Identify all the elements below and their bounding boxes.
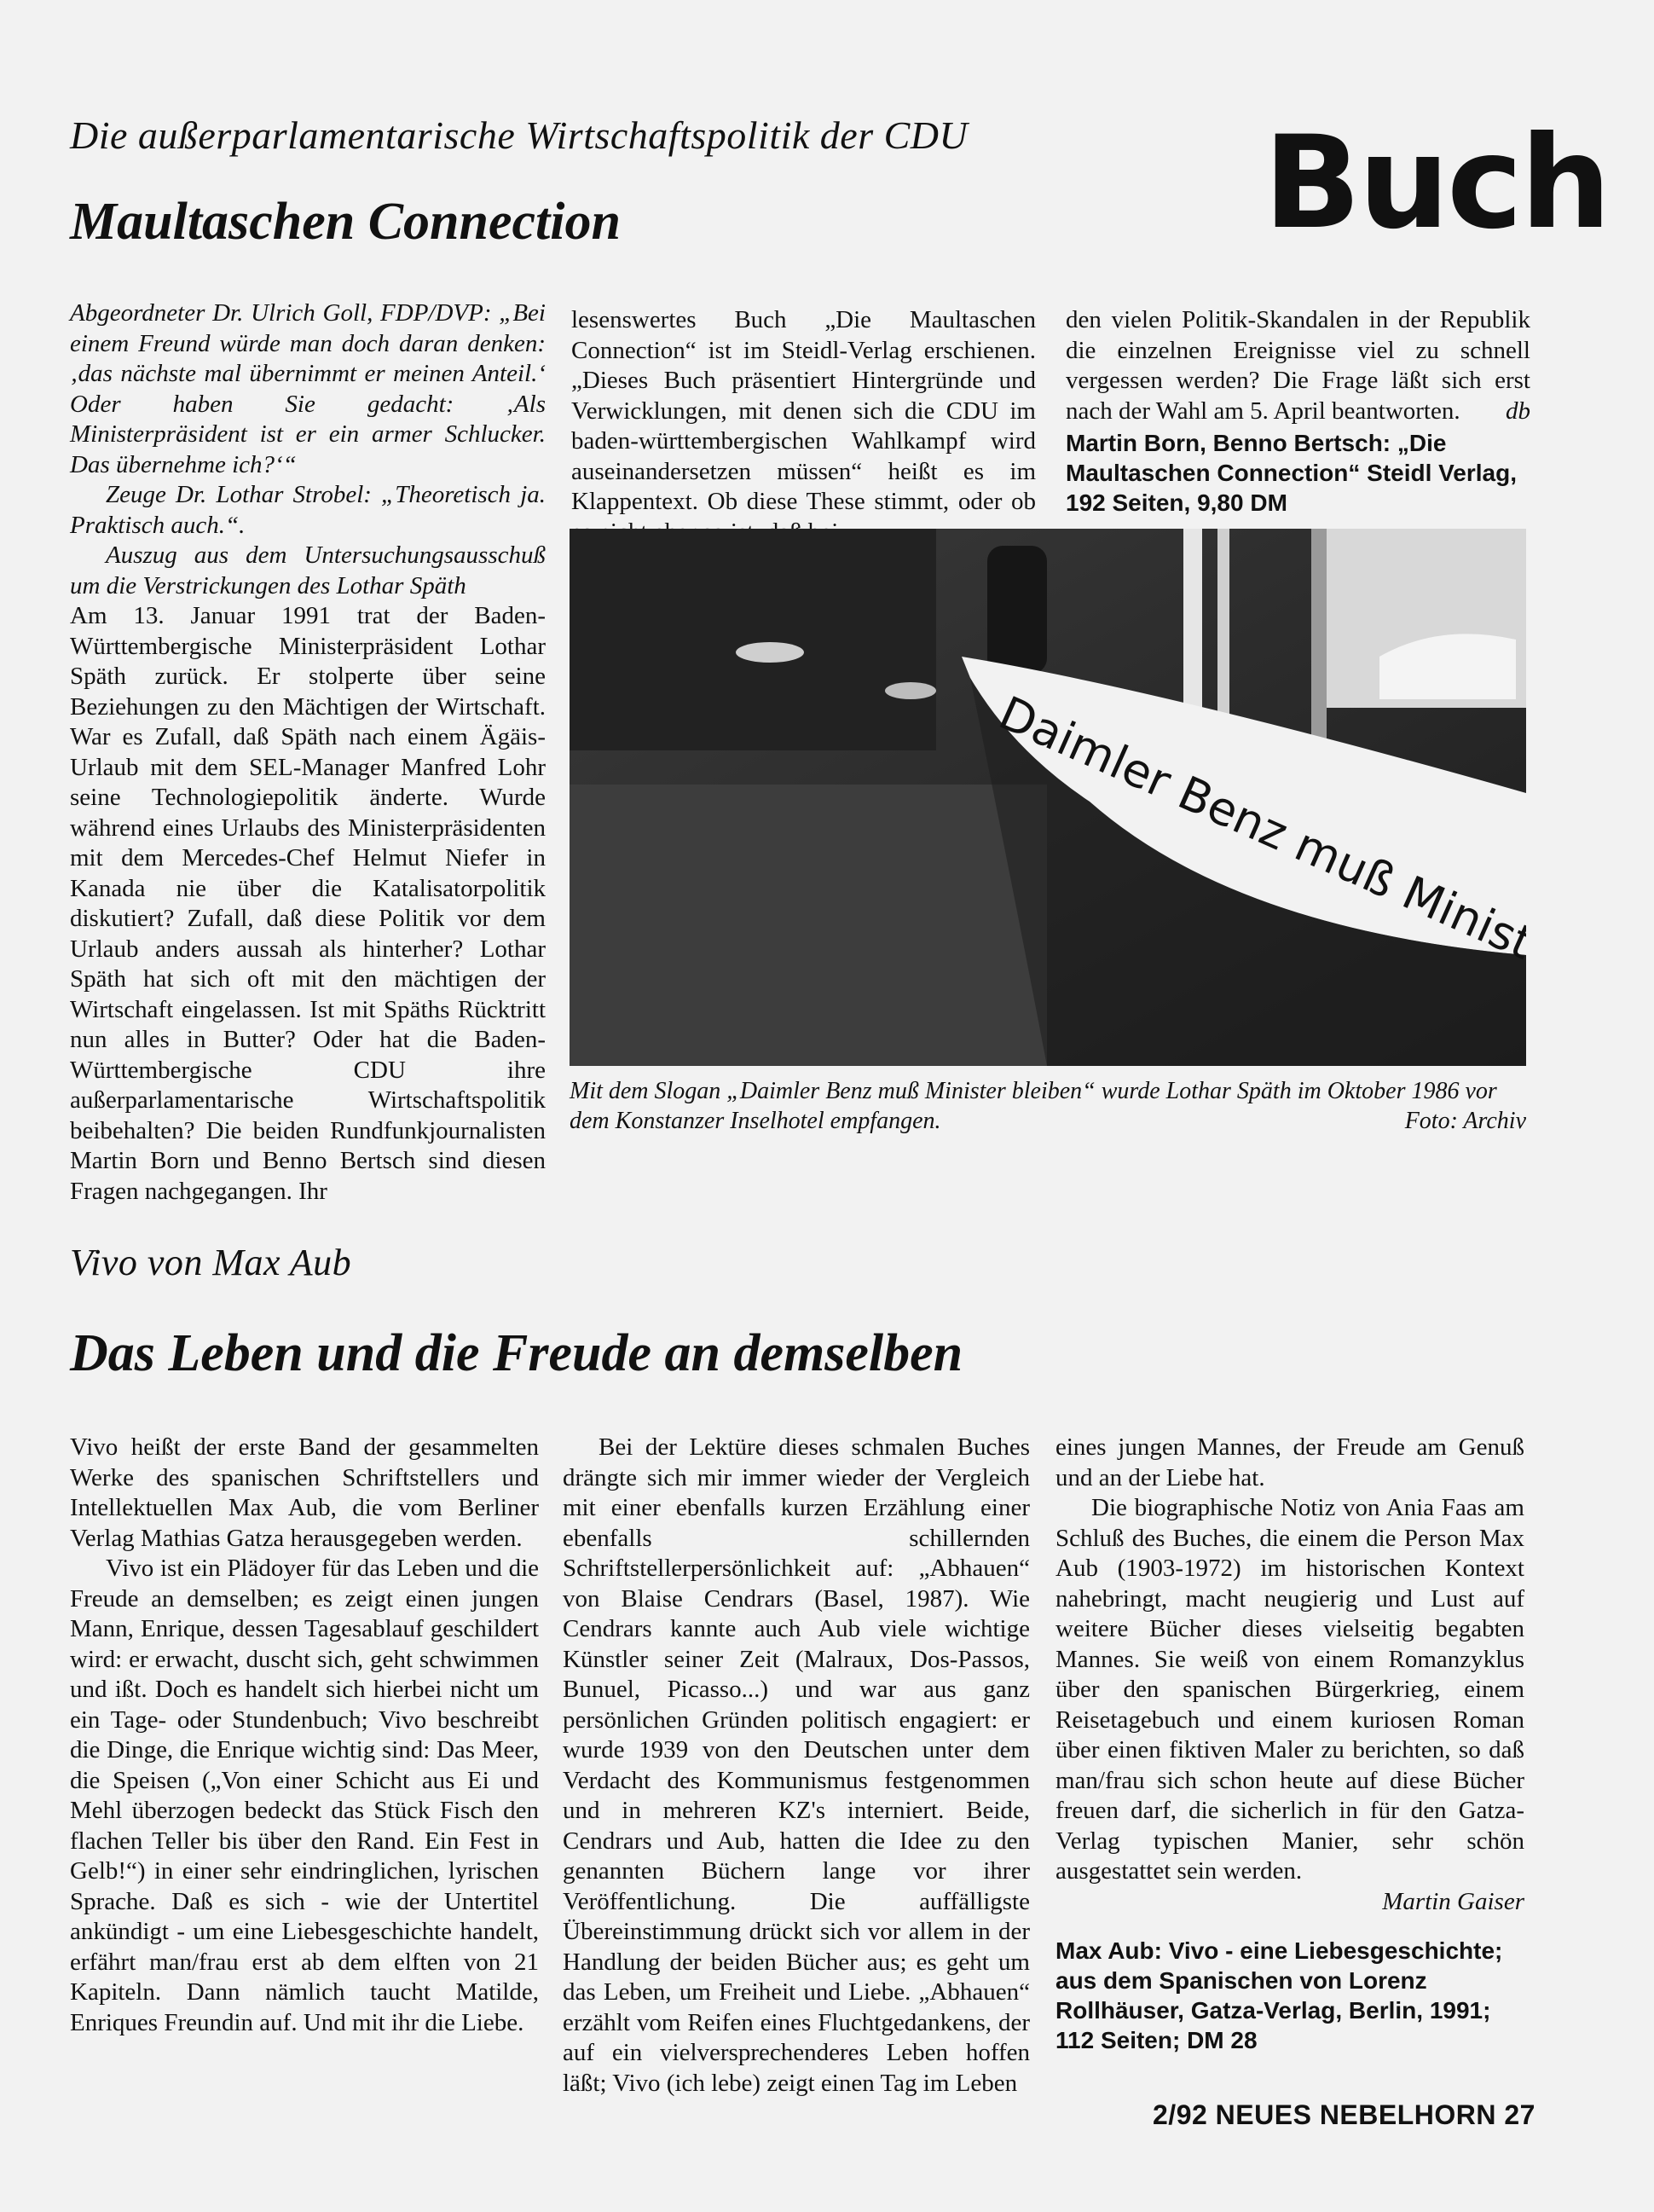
article1-headline: Maultaschen Connection — [70, 193, 621, 251]
article1-quote-strobel: Zeuge Dr. Lothar Strobel: „Theoretisch ja. Praktisch auch.“. — [70, 481, 546, 539]
article1-column-3 — [1066, 305, 1530, 518]
article1-column-2-text: lesenswertes Buch „Die Maultaschen Connection“ ist im Steidl-Verlag erschienen. „Dieses Buch präsentiert Hintergründe und Verwicklungen, mit denen sich die CDU im baden-württembergischen Wahlkampf wird auseinandersetzen müssen“ heißt es im Klappentext. Ob diese These stimmt, oder ob — [571, 306, 1036, 515]
article1-column-2 — [571, 305, 1036, 547]
article2-kicker: Vivo von Max Aub — [70, 1242, 352, 1283]
article2-column-3 — [1055, 1433, 1524, 2055]
article2-book-info: Max Aub: Vivo - eine Liebesgeschichte; aus dem Spanischen von Lorenz Rollhäuser, Gatza-Verlag, Berlin, 1991; 112 Seiten; DM 28 — [1055, 1937, 1503, 2053]
article1-source-note: Auszug aus dem Untersuchungsausschuß um die Verstrickungen des Lothar Späth — [70, 541, 546, 599]
article1-book-info: Martin Born, Benno Bertsch: „Die Maultaschen Connection“ Steidl Verlag, 192 Seiten, 9,80 DM — [1066, 430, 1517, 516]
article1-column-3-text: den vielen Politik-Skandalen in der Republik die einzelnen Ereignisse viel zu schnell vergessen werden? Die Frage läßt sich erst nach der Wahl am 5. April beantworten. — [1066, 306, 1530, 425]
article1-body-text: Am 13. Januar 1991 trat der Baden-Württembergische Ministerpräsident Lothar Späth zurück. Er stolperte über seine Beziehungen zu den Mächtigen der Wirtschaft. War es Zufall, daß Späth nach einem Ägäis-Urlaub mit dem SEL-Manager Manfred Lohr seine Technologiepolitik änderte. Wurde während eines Urlaubs des Ministerpräsidenten mit dem Mercedes-Chef Helmut Niefer in Kanada nie über die Katalisatorpolitik diskutiert? Zufall, daß diese Politik vor dem Urlaub anders aussah als hinterher? Lothar Späth hat sich oft mit den mächtigen der Wirtschaft eingelassen. Ist mit Späths Rücktritt nun alles in Butter? Oder hat die Baden-Württembergische CDU ihre außerparlamentarische Wirtschaftspolitik beibehalten? Die beiden Rundfunkjournalisten Martin Born und Benno Bertsch sind diesen Fragen nachgegangen. Ihr — [70, 602, 546, 1205]
article2-headline: Das Leben und die Freude an demselben — [70, 1324, 963, 1382]
article1-quote-goll: Abgeordneter Dr. Ulrich Goll, FDP/DVP: „Bei einem Freund würde man doch daran denken: ‚das nächste mal übernimmt er meinen Anteil.‘ Oder haben Sie gedacht: ‚Als Ministerpräsident ist er ein armer Schlucker. Das übernehme ich?‘“ — [70, 299, 546, 478]
article1-column-1 — [70, 298, 546, 1207]
article1-photo — [570, 529, 1526, 1066]
article2-column-3-paragraph-1: eines jungen Mannes, der Freude am Genuß und an der Liebe hat. — [1055, 1433, 1524, 1491]
article2-column-2-text: Bei der Lektüre dieses schmalen Buches drängte sich mir immer wieder der Vergleich mit einer ebenfalls kurzen Erzählung einer ebenfalls schillernden Schriftstellerpersönlichkeit auf: „Abhauen“ von Blaise Cendrars (Basel, 1987). Wie Cendrars kannte auch Aub viele wichtige Künstler seiner Zeit (Malraux, Dos-Passos, Bunuel, Picasso...) und war aus ganz persönlichen Gründen politisch engagiert: er wurde 1939 von den Deutschen unter dem Verdacht des Kommunismus festgenommen und in mehreren KZ's interniert. Beide, Cendrars und Aub, hatten die Idee zu den genannten Büchern lange vor ihrer Veröffentlichung. Die auffälligste Übereinstimmung drückt sich vor allem in der Handlung der beiden Bücher aus; es geht um das Leben, um Freiheit und Liebe. „Abhauen“ erzählt vom Reifen eines Fluchtgedankens, der auf ein vielversprechenderes Leben hoffen läßt; Vivo (ich lebe) zeigt einen Tag im Leben — [563, 1433, 1030, 2097]
article2-column-3-paragraph-2: Die biographische Notiz von Ania Faas am Schluß des Buches, die einem die Person Max Aub (1903-1972) im historischen Kontext nahebringt, macht neugierig und Lust auf weitere Bücher dieses vielseitig begabten Mannes. Sie weiß von einem Romanzyklus über den spanischen Bürgerkrieg, einem Reisetagebuch und einem kuriosen Roman über einen fiktiven Maler zu berichten, so daß man/frau sich schon heute auf diese Bücher freuen darf, die sicherlich in für den Gatza-Verlag typischen Manier, sehr schön ausgestattet sein werden. — [1055, 1494, 1524, 1885]
article1-kicker: Die außerparlamentarische Wirtschaftspolitik der CDU — [70, 113, 969, 157]
article1-author-initials: db — [1506, 397, 1530, 425]
section-label: Buch — [1264, 109, 1609, 258]
article1-photo-caption-block — [570, 1076, 1526, 1136]
article1-photo-credit: Foto: Archiv — [1404, 1108, 1526, 1134]
page-footer: 2/92 NEUES NEBELHORN 27 — [1153, 2099, 1535, 2130]
article2-column-1-paragraph-2: Vivo ist ein Plädoyer für das Leben und die Freude an demselben; es zeigt einen jungen Mann, Enrique, dessen Tagesablauf geschildert wird: er erwacht, duscht sich, geht schwimmen und ißt. Doch es handelt sich hierbei nicht um ein Tage- oder Stundenbuch; Vivo beschreibt die Dinge, die Enrique wichtig sind: Das Meer, die Speisen („Von einer Schicht aus Ei und Mehl überzogen bedeckt das Stück Fisch den flachen Teller bis über den Rand. Ein Fest in Gelb!“) in einer sehr eindringlichen, lyrischen Sprache. Daß es sich - wie der Untertitel ankündigt - um eine Liebesgeschichte handelt, erfährt man/frau erst ab dem elften von 21 Kapiteln. Dann nämlich taucht Matilde, Enriques Freundin auf. Und mit ihr die Liebe. — [70, 1555, 539, 2036]
article2-column-1 — [70, 1433, 539, 2038]
article2-column-2 — [563, 1433, 1030, 2099]
article2-column-1-paragraph-1: Vivo heißt der erste Band der gesammelten Werke des spanischen Schriftstellers und Intellektuellen Max Aub, die vom Berliner Verlag Mathias Gatza herausgegeben werden. — [70, 1433, 539, 1552]
article2-author: Martin Gaiser — [1382, 1887, 1524, 1915]
protest-banner-photo — [570, 529, 1526, 1066]
article1-photo-caption: Mit dem Slogan „Daimler Benz muß Minister bleiben“ wurde Lothar Späth im Oktober 1986 vor dem Konstanzer Inselhotel empfangen. — [570, 1078, 1497, 1134]
